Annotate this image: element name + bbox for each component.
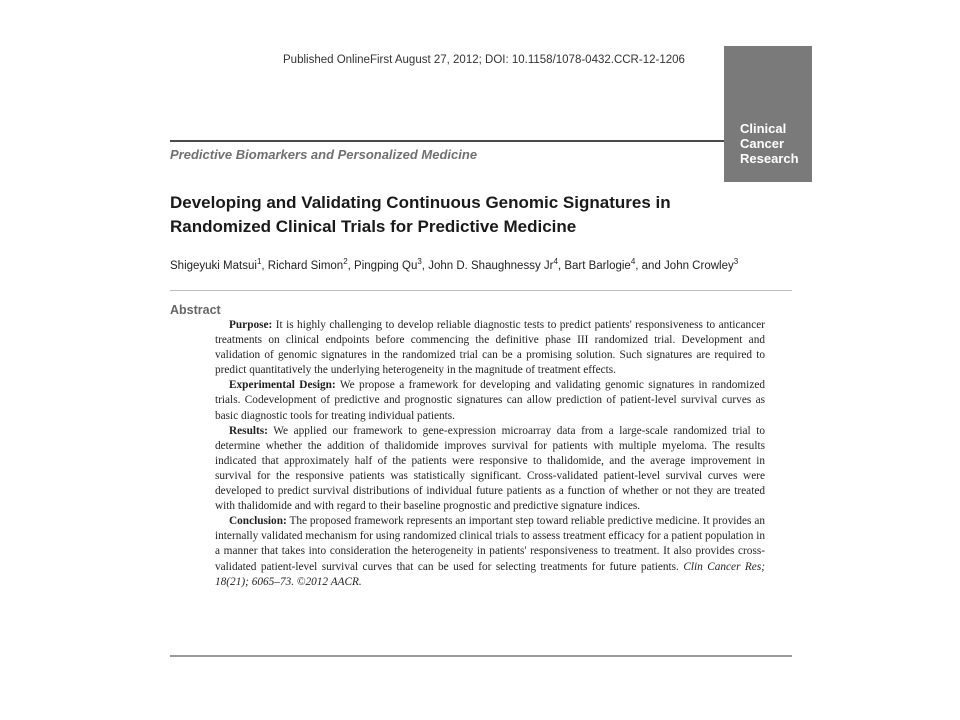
authors-divider	[170, 290, 792, 291]
abstract-section-text: It is highly challenging to develop reliable diagnostic tests to predict patients' responsiveness to anticancer treatments on clinical endpoints before commencing the definitive phase III randomized trial. Development and validation of genomic signatures in the randomized trial can be a promising solution. Such signatures are required to predict quantitatively the underlying heterogeneity in the magnitude of treatment effects.	[215, 319, 765, 377]
journal-name-line: Clinical	[740, 121, 787, 136]
author-affiliation: 3	[733, 257, 739, 266]
abstract-section-text: We propose a framework for developing and validating genomic signatures in randomized trials. Codevelopment of predictive and prognostic signatures can allow prediction of patient-level survival curves as basic diagnostic tools for treating individual patients.	[215, 379, 765, 422]
title-line: Developing and Validating Continuous Genomic Signatures in	[170, 193, 671, 212]
author-separator: , and	[635, 259, 665, 272]
author-name: Richard Simon	[267, 259, 344, 272]
abstract-section-heading: Conclusion:	[229, 515, 287, 528]
journal-logo	[724, 46, 812, 182]
author-separator: ,	[421, 259, 429, 272]
author-affiliation: 2	[343, 257, 348, 266]
top-divider	[170, 140, 724, 142]
bottom-divider	[170, 655, 792, 657]
journal-name-line: Cancer	[740, 136, 785, 151]
abstract-heading: Abstract	[170, 303, 221, 317]
author-affiliation: 3	[417, 257, 422, 266]
abstract-body	[215, 318, 765, 590]
citation: Clin Cancer Res; 18(21); 6065–73. ©2012 AACR.	[215, 560, 765, 588]
abstract-section-text: The proposed framework represents an important step toward reliable predictive medicine. It provides an internally validated mechanism for using randomized clinical trials to assess treatment efficacy for a patient population in a manner that takes into consideration the heterogeneity in patients' responsiveness to treatment. It also provides cross-validated patient-level survival curves that can be used for selecting treatments for future patients.	[215, 515, 765, 573]
abstract-paragraph-results	[215, 424, 765, 515]
abstract-section-heading: Experimental Design:	[229, 379, 336, 392]
author-affiliation: 1	[256, 257, 262, 266]
author-name: John Crowley	[664, 259, 734, 272]
abstract-paragraph-design	[215, 378, 765, 423]
author-list	[170, 257, 738, 272]
title-line: Randomized Clinical Trials for Predictive Medicine	[170, 217, 577, 236]
journal-name	[740, 121, 806, 166]
journal-name-line: Research	[740, 151, 799, 166]
publication-line: Published OnlineFirst August 27, 2012; DOI: 10.1158/1078-0432.CCR-12-1206	[283, 54, 685, 66]
author-name: John D. Shaughnessy Jr	[428, 259, 554, 272]
author-name: Shigeyuki Matsui	[170, 259, 257, 272]
abstract-section-heading: Purpose:	[229, 319, 273, 331]
author-affiliation: 4	[553, 257, 558, 266]
author-separator: ,	[557, 259, 565, 272]
abstract-section-text: We applied our framework to gene-expression microarray data from a large-scale randomized trial to determine whether the addition of thalidomide improves survival for patients with multiple myeloma. The results indicated that approximately half of the patients were responsive to thalidomide, and the average improvement in survival for the responsive patients was statistically significant. Cross-validated patient-level survival curves were developed to predict survival distributions of individual future patients as a function of whether or not they are treated with thalidomide and with regard to their baseline prognostic and predictive signature indices.	[215, 424, 765, 513]
article-title	[170, 191, 750, 239]
author-separator: ,	[347, 259, 355, 272]
author-name: Pingping Qu	[354, 259, 418, 272]
author-affiliation: 4	[630, 257, 636, 266]
author-name: Bart Barlogie	[564, 259, 631, 272]
section-heading: Predictive Biomarkers and Personalized Medicine	[170, 147, 478, 162]
abstract-paragraph-conclusion	[215, 514, 765, 589]
abstract-paragraph-purpose	[215, 318, 765, 378]
abstract-section-heading: Results:	[229, 424, 268, 437]
author-separator: ,	[261, 259, 268, 272]
